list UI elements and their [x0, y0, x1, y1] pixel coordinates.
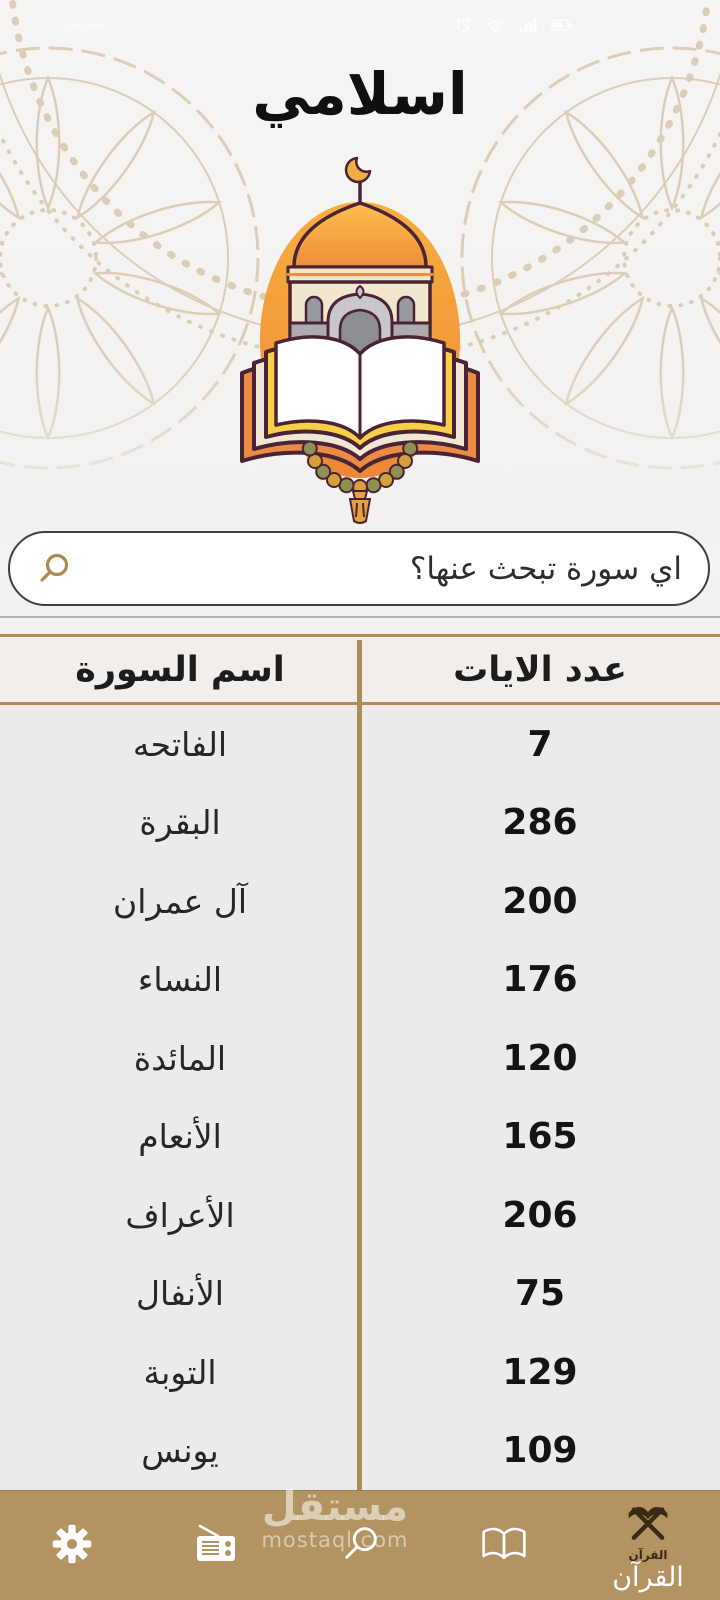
- surah-name: آل عمران: [112, 881, 247, 921]
- ayah-count: 120: [502, 1037, 578, 1079]
- nav-item-reader[interactable]: [432, 1491, 576, 1600]
- open-book-icon: [479, 1524, 529, 1568]
- ayah-count: 200: [502, 880, 578, 922]
- surah-name: المائدة: [133, 1038, 227, 1078]
- ayah-count: 165: [502, 1116, 578, 1158]
- watermark-text: مستقل: [261, 1484, 409, 1530]
- separator: [0, 616, 720, 618]
- surah-name: الأعراف: [125, 1195, 235, 1235]
- header-surah-name: اسم السورة: [75, 649, 285, 690]
- nav-item-radio[interactable]: [144, 1491, 288, 1600]
- ayah-count: 129: [502, 1351, 578, 1393]
- bottom-nav: [0, 1490, 720, 1600]
- watermark-top: مستقل: [58, 14, 103, 32]
- search-bar[interactable]: [8, 531, 710, 606]
- surah-name: الأنفال: [136, 1274, 224, 1314]
- signal-icon: [519, 17, 537, 37]
- ayah-count: 7: [527, 723, 553, 765]
- search-icon: [36, 551, 72, 587]
- surah-name: يونس: [141, 1431, 219, 1471]
- search-icon: [339, 1523, 381, 1569]
- ayah-count: 206: [502, 1194, 578, 1236]
- ayah-count: 286: [502, 802, 578, 844]
- gear-icon: [50, 1522, 94, 1570]
- quran-rehal-icon: [623, 1499, 673, 1547]
- nav-item-quran[interactable]: [576, 1491, 720, 1600]
- mosque-quran-logo: [230, 155, 490, 525]
- ayah-count: 176: [502, 959, 578, 1001]
- quran-tab-label: القرآن: [612, 1562, 684, 1593]
- battery-icon: [551, 17, 573, 36]
- ayah-count: 109: [502, 1430, 578, 1472]
- watermark-domain: mostaql.com: [261, 1528, 409, 1552]
- column-divider: [357, 640, 362, 1490]
- alarm-icon: [455, 16, 472, 37]
- surah-name: البقرة: [139, 803, 221, 843]
- radio-icon: [192, 1523, 240, 1569]
- nav-item-search[interactable]: [288, 1491, 432, 1600]
- status-bar: [455, 16, 573, 37]
- ayah-count: 75: [514, 1273, 566, 1315]
- surah-name: التوبة: [143, 1352, 217, 1392]
- surah-name: النساء: [137, 960, 223, 1000]
- quran-icon-caption: القرآن: [628, 1548, 668, 1562]
- header-ayah-count: عدد الايات: [453, 649, 627, 690]
- surah-name: الأنعام: [138, 1117, 222, 1157]
- page-title: اسلامي: [252, 60, 468, 128]
- nav-item-settings[interactable]: [0, 1491, 144, 1600]
- surah-table: [0, 634, 720, 1490]
- surah-name: الفاتحه: [132, 724, 228, 764]
- search-input[interactable]: [72, 551, 708, 587]
- wifi-icon: [486, 17, 505, 37]
